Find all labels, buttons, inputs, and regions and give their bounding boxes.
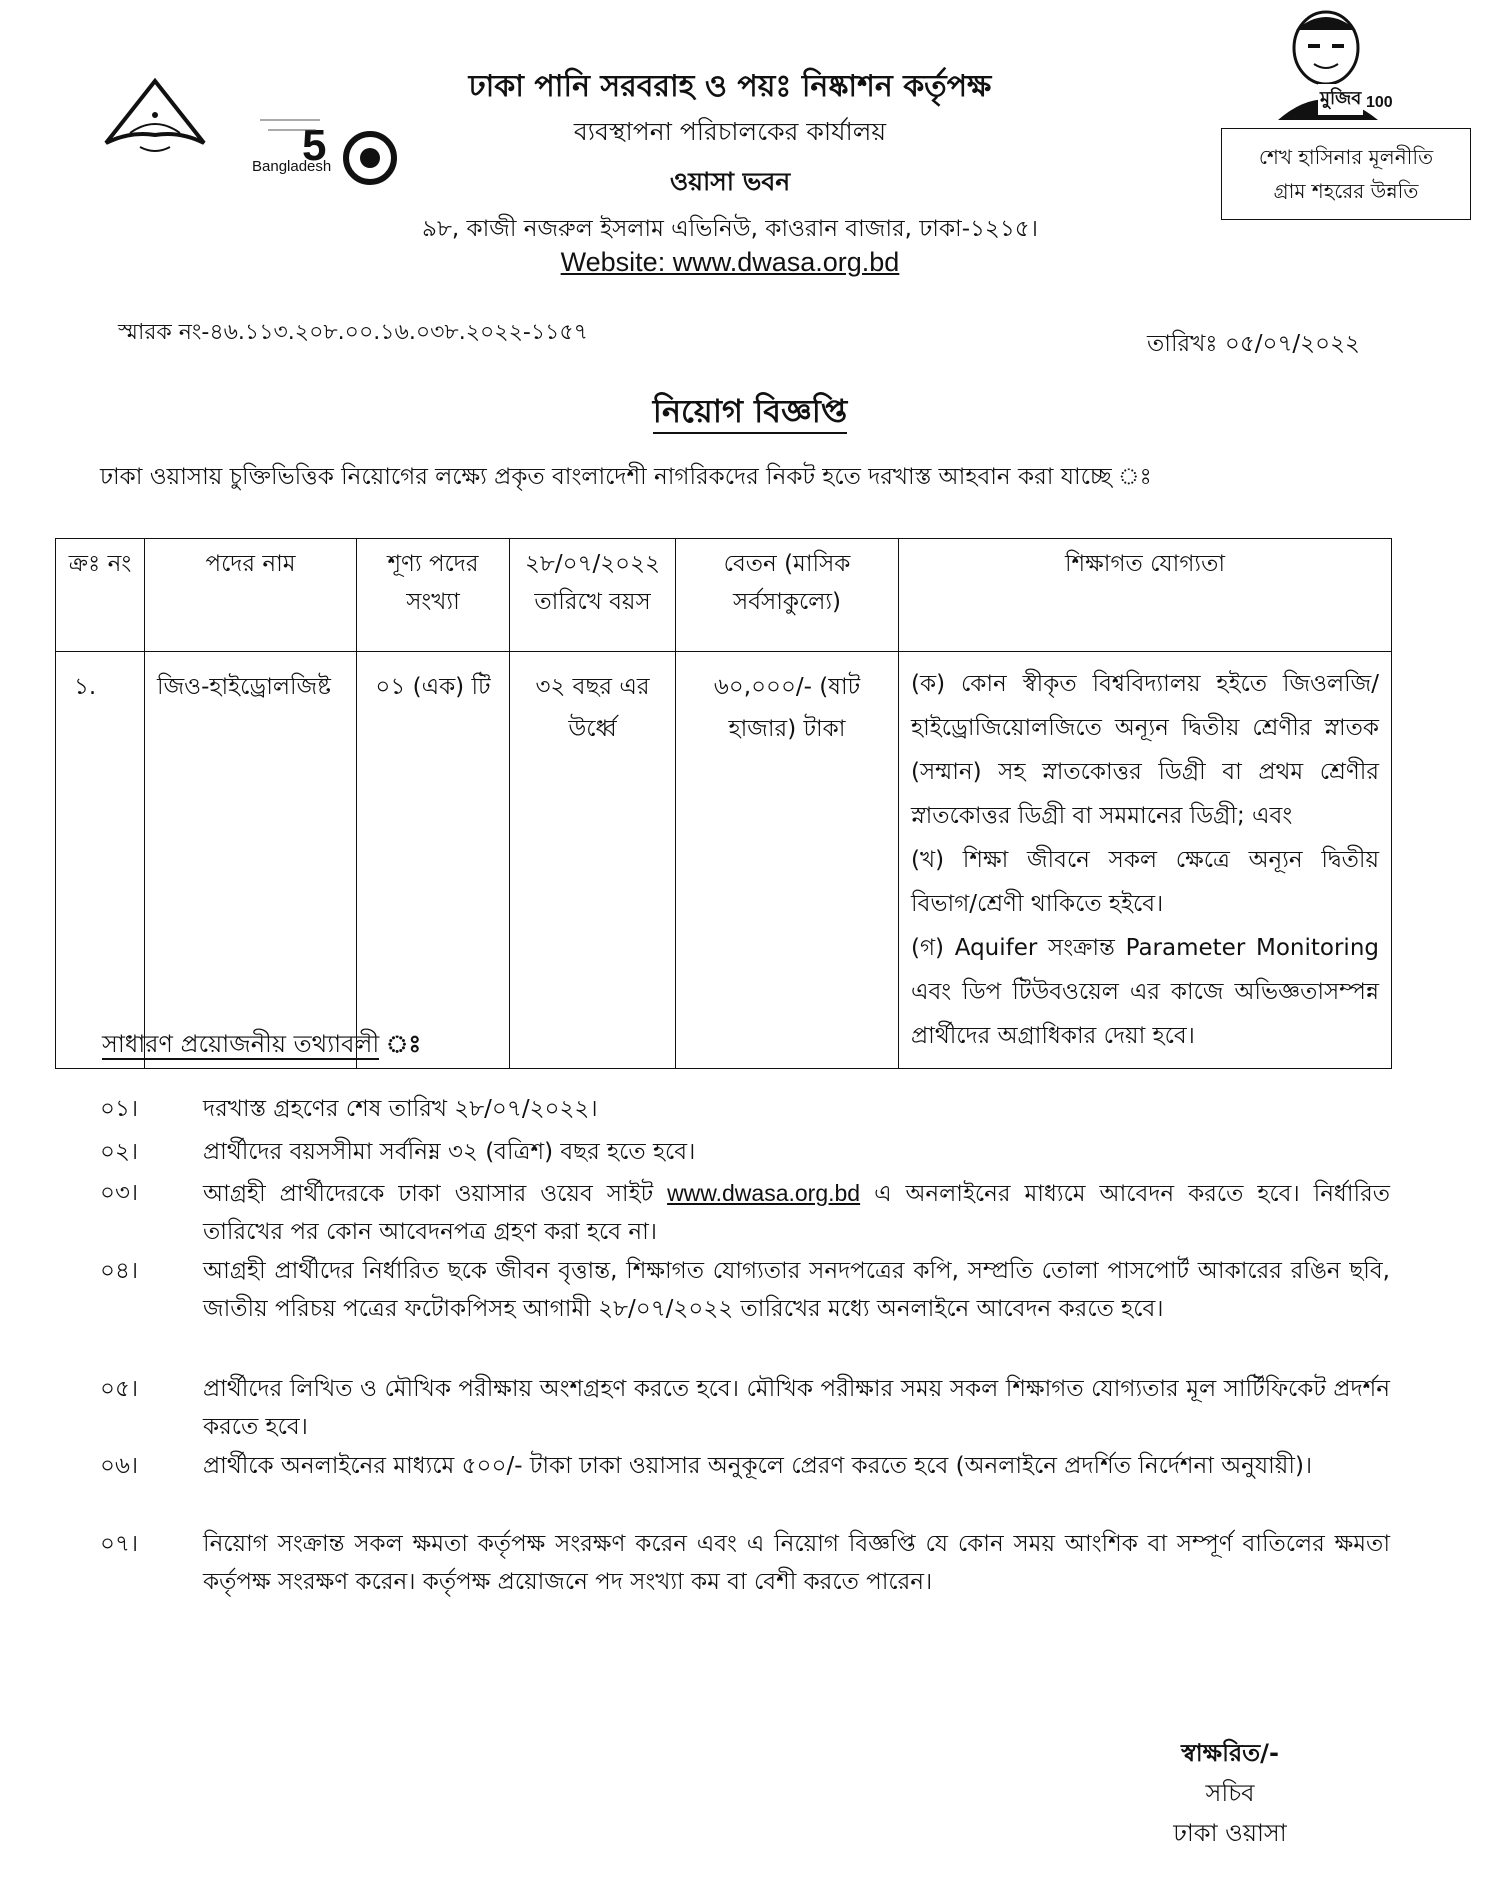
table-header-row [56, 539, 1392, 652]
item-number: ০২। [100, 1139, 139, 1165]
qualification-item: (খ) শিক্ষা জীবনে সকল ক্ষেত্রে অন্যূন দ্বিতীয় বিভাগ/শ্রেণী থাকিতে হইবে। [911, 847, 1379, 917]
bangladesh-logo-text: Bangladesh [252, 158, 332, 175]
address: ৯৮, কাজী নজরুল ইসলাম এভিনিউ, কাওরান বাজার, ঢাকা-১২১৫। [422, 216, 1038, 242]
mujib-logo-text: মুজিব [1318, 84, 1363, 115]
qualification-item: (গ) Aquifer সংক্রান্ত Parameter Monitoring এবং ডিপ টিউবওয়েল এর কাজে অভিজ্ঞতাসম্পন্ন প্রার্থীদের অগ্রাধিকার দেয়া হবে। [911, 935, 1379, 1049]
item-text-before: আগ্রহী প্রার্থীদেরকে ঢাকা ওয়াসার ওয়েব সাইট [203, 1181, 668, 1207]
item-number: ০৩। [100, 1180, 139, 1206]
col-header-age: ২৮/০৭/২০২২ তারিখে বয়স [510, 539, 676, 652]
mujib-logo-number: 100 [1366, 94, 1393, 111]
item-text: নিয়োগ সংক্রান্ত সকল ক্ষমতা কর্তৃপক্ষ সংরক্ষণ করেন এবং এ নিয়োগ বিজ্ঞপ্তি যে কোন সময় আংশিক বা সম্পূর্ণ বাতিলের ক্ষমতা কর্তৃপক্ষ সংরক্ষণ করেন। কর্তৃপক্ষ প্রয়োজনে পদ সংখ্যা কম বা বেশী করতে পারেন। [203, 1531, 1390, 1595]
slogan-box [1221, 128, 1471, 220]
memo-date: তারিখঃ ০৫/০৭/২০২২ [1147, 331, 1360, 357]
organization-name: ঢাকা পানি সরবরাহ ও পয়ঃ নিষ্কাশন কর্তৃপক্ষ [468, 69, 992, 104]
item-text: প্রার্থীদের বয়সসীমা সর্বনিম্ন ৩২ (বত্রিশ) বছর হতে হবে। [203, 1139, 696, 1165]
col-header-salary: বেতন (মাসিক সর্বসাকুল্যে) [676, 539, 899, 652]
page-title-text: নিয়োগ বিজ্ঞপ্তি [653, 392, 847, 434]
item-number: ০৬। [100, 1453, 139, 1479]
memo-number: স্মারক নং-৪৬.১১৩.২০৮.০০.১৬.০৩৮.২০২২-১১৫৭ [118, 320, 588, 345]
building-name: ওয়াসা ভবন [669, 167, 791, 196]
vacancy-table [55, 538, 1392, 1069]
website-inline-link[interactable]: www.dwasa.org.bd [667, 1180, 861, 1206]
dwasa-logo [100, 75, 210, 165]
svg-text:5: 5 [302, 121, 327, 170]
mujib-100-logo [1258, 8, 1398, 120]
item-text: প্রার্থীদের লিখিত ও মৌখিক পরীক্ষায় অংশগ্রহণ করতে হবে। মৌখিক পরীক্ষার সময় সকল শিক্ষাগত যোগ্যতার মূল সার্টিফিকেট প্রদর্শন করতে হবে। [203, 1376, 1390, 1440]
item-text [203, 1174, 1390, 1251]
website-link[interactable]: Website: www.dwasa.org.bd [560, 247, 900, 277]
cell-age: ৩২ বছর এর উর্ধ্বে [510, 652, 676, 1069]
item-number: ০৪। [100, 1258, 139, 1284]
cell-salary: ৬০,০০০/- (ষাট হাজার) টাকা [676, 652, 899, 1069]
item-number: ০৫। [100, 1376, 139, 1402]
col-header-qualification: শিক্ষাগত যোগ্যতা [899, 539, 1392, 652]
col-header-vacancy: শূণ্য পদের সংখ্যা [357, 539, 510, 652]
slogan-line-1: শেখ হাসিনার মূলনীতি [1258, 145, 1434, 169]
general-info-heading-text: সাধারণ প্রয়োজনীয় তথ্যাবলী [102, 1030, 380, 1058]
item-number: ০১। [100, 1096, 139, 1122]
qualification-item: (ক) কোন স্বীকৃত বিশ্ববিদ্যালয় হইতে জিওলজি/ হাইড্রোজিয়োলজিতে অন্যূন দ্বিতীয় শ্রেণীর স্নাতক (সম্মান) সহ স্নাতকোত্তর ডিগ্রী বা প্রথম শ্রেণীর স্নাতকোত্তর ডিগ্রী বা সমমানের ডিগ্রী; এবং [911, 671, 1379, 829]
signature-org: ঢাকা ওয়াসা [1173, 1819, 1287, 1847]
cell-vacancy: ০১ (এক) টি [357, 652, 510, 1069]
office-name: ব্যবস্থাপনা পরিচালকের কার্যালয় [573, 117, 887, 146]
general-info-heading-suffix: ঃ [379, 1030, 422, 1058]
cell-serial: ১. [56, 652, 145, 1069]
col-header-post: পদের নাম [145, 539, 357, 652]
item-text: আগ্রহী প্রার্থীদের নির্ধারিত ছকে জীবন বৃত্তান্ত, শিক্ষাগত যোগ্যতার সনদপত্রের কপি, সম্প্রতি তোলা পাসপোর্ট আকারের রঙিন ছবি, জাতীয় পরিচয় পত্রের ফটোকপিসহ আগামী ২৮/০৭/২০২২ তারিখের মধ্যে অনলাইনে আবেদন করতে হবে। [203, 1258, 1390, 1322]
item-text-after: এ অনলাইনের মাধ্যমে আবেদন করতে হবে। নির্ধারিত তারিখের পর কোন আবেদনপত্র গ্রহণ করা হবে না। [203, 1181, 1390, 1245]
signature-signed: স্বাক্ষরিত/- [1181, 1739, 1279, 1767]
general-info-heading [102, 1026, 421, 1066]
cell-qualification [899, 652, 1392, 1069]
col-header-serial: ক্রঃ নং [56, 539, 145, 652]
cell-post: জিও-হাইড্রোলজিষ্ট [145, 652, 357, 1069]
intro-text: ঢাকা ওয়াসায় চুক্তিভিত্তিক নিয়োগের লক্ষ্যে প্রকৃত বাংলাদেশী নাগরিকদের নিকট হতে দরখাস্ত আহবান করা যাচ্ছে ঃ [100, 464, 1152, 490]
item-text: প্রার্থীকে অনলাইনের মাধ্যমে ৫০০/- টাকা ঢাকা ওয়াসার অনুকূলে প্রেরণ করতে হবে (অনলাইনে প্রদর্শিত নির্দেশনা অনুযায়ী)। [203, 1453, 1313, 1479]
signature-designation: সচিব [1205, 1779, 1255, 1807]
item-text: দরখাস্ত গ্রহণের শেষ তারিখ ২৮/০৭/২০২২। [203, 1096, 598, 1122]
item-number: ০৭। [100, 1531, 139, 1557]
page-title [540, 386, 960, 440]
table-row [56, 652, 1392, 1069]
slogan-line-2: গ্রাম শহরের উন্নতি [1273, 179, 1419, 203]
